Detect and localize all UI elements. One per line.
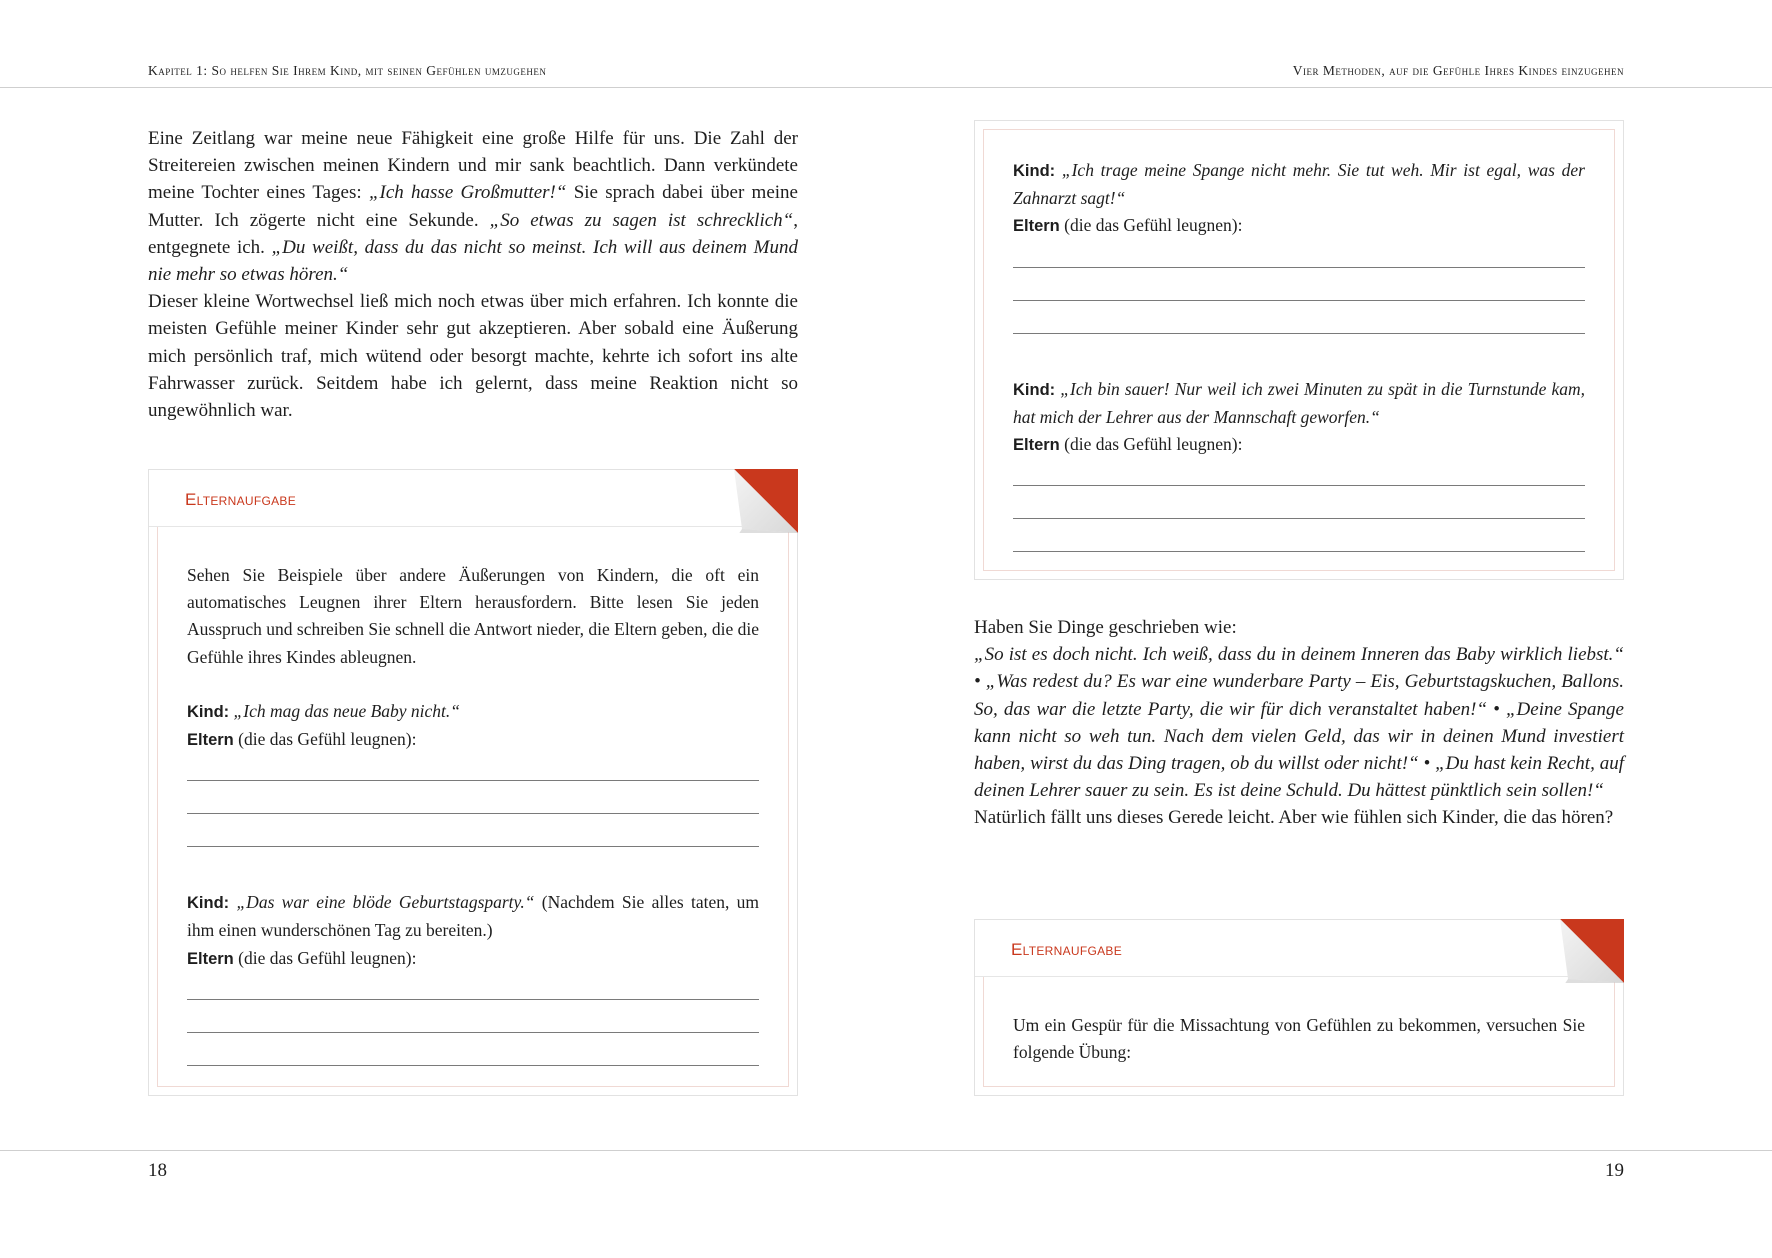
header-rule (0, 87, 1772, 88)
answer-line[interactable] (187, 1065, 759, 1066)
page-number-left: 18 (148, 1160, 167, 1181)
running-head-right: Vier Methoden, auf die Gefühle Ihres Kindes einzugehen (1292, 63, 1624, 78)
running-head-left: Kapitel 1: So helfen Sie Ihrem Kind, mit seinen Gefühlen umzugehen (148, 63, 547, 78)
right-page-text (974, 614, 1624, 832)
answer-line[interactable] (187, 1032, 759, 1033)
answer-line[interactable] (1013, 518, 1585, 519)
box-header (149, 470, 797, 527)
item-eltern: Eltern (die das Gefühl leugnen): (187, 947, 417, 968)
box-title: Elternaufgabe (1011, 940, 1123, 959)
answer-line[interactable] (1013, 267, 1585, 268)
item-eltern: Eltern (die das Gefühl leugnen): (1013, 434, 1243, 455)
quotes-paragraph: „So ist es doch nicht. Ich weiß, dass du in deinem Inneren das Baby wirklich liebst.“ • „Was redest du? Es war eine wunderbare Party – Eis, Geburtstagskuchen, Ballons. So, das war die letzte Party, die wir für dich veranstaltet haben!“ • „Deine Spange kann nicht so weh tun. Nach dem vielen Geld, das wir in deinen Mund investiert haben, wirst du das Ding tragen, ob du willst oder nicht!“ • „Du hast kein Recht, auf deinen Lehrer sauer zu sein. Es ist deine Schuld. Du hättest pünktlich sein sollen!“ (974, 644, 1624, 802)
item-kind: Kind: „Ich trage meine Spange nicht mehr. Sie tut weh. Mir ist egal, was der Zahnarzt sagt!“ (1013, 160, 1585, 209)
answer-line[interactable] (1013, 300, 1585, 301)
box-body (187, 562, 759, 1066)
item-kind: Kind: „Das war eine blöde Geburtstagsparty.“ (Nachdem Sie alles taten, um ihm einen wunderschönen Tag zu bereiten.) (187, 892, 759, 941)
answer-line[interactable] (1013, 551, 1585, 552)
box-body (1013, 157, 1585, 552)
exercise-intro: Um ein Gespür für die Missachtung von Gefühlen zu bekommen, versuchen Sie folgende Übung: (1013, 1015, 1585, 1063)
footer-rule (0, 1150, 1772, 1151)
page-curl-corner (1560, 919, 1624, 983)
exercise-box-right (974, 919, 1624, 1096)
exercise-box-continued (974, 120, 1624, 580)
exercise-box-left (148, 469, 798, 1096)
item-kind: Kind: „Ich bin sauer! Nur weil ich zwei Minuten zu spät in die Turnstunde kam, hat mich der Lehrer aus der Mannschaft geworfen.“ (1013, 378, 1585, 427)
answer-line[interactable] (187, 780, 759, 781)
box-header (975, 920, 1623, 977)
item-eltern: Eltern (die das Gefühl leugnen): (187, 729, 417, 750)
box-body (1013, 1012, 1585, 1066)
item-kind: Kind: „Ich mag das neue Baby nicht.“ (187, 700, 461, 721)
page-curl-corner (734, 469, 798, 533)
paragraph-2: Natürlich fällt uns dieses Gerede leicht. Aber wie fühlen sich Kinder, die das hören? (974, 807, 1614, 829)
exercise-intro: Sehen Sie Beispiele über andere Äußerungen von Kindern, die oft ein automatisches Leugnen ihrer Eltern herausfordern. Bitte lesen Sie jeden Ausspruch und schreiben Sie schnell die Antwort nieder, die Eltern geben, die die Gefühle ihres Kindes ableugnen. (187, 565, 759, 667)
page-number-right: 19 (1605, 1160, 1624, 1181)
item-eltern: Eltern (die das Gefühl leugnen): (1013, 215, 1243, 236)
answer-line[interactable] (187, 999, 759, 1000)
left-page-text (148, 125, 798, 424)
paragraph-1: Haben Sie Dinge geschrieben wie: (974, 617, 1237, 638)
box-title: Elternaufgabe (185, 490, 297, 509)
paragraph-2: Dieser kleine Wortwechsel ließ mich noch etwas über mich erfahren. Ich konnte die meisten Gefühle meiner Kinder sehr gut akzeptieren. Aber sobald eine Äußerung mich persönlich traf, mich wütend oder besorgt machte, kehrte ich sofort ins alte Fahrwasser zurück. Seitdem habe ich gelernt, dass meine Reaktion nicht so ungewöhnlich war. (148, 291, 798, 422)
answer-line[interactable] (1013, 485, 1585, 486)
answer-line[interactable] (187, 813, 759, 814)
paragraph-1: Eine Zeitlang war meine neue Fähigkeit eine große Hilfe für uns. Die Zahl der Streitereien zwischen meinen Kindern und mir sank beachtlich. Dann verkündete meine Tochter eines Tages: „Ich hasse Großmutter!“ Sie sprach dabei über meine Mutter. Ich zögerte nicht eine Sekunde. „So etwas zu sagen ist schrecklich“, entgegnete ich. „Du weißt, dass du das nicht so meinst. Ich will aus deinem Mund nie mehr so etwas hören.“ (148, 128, 798, 286)
